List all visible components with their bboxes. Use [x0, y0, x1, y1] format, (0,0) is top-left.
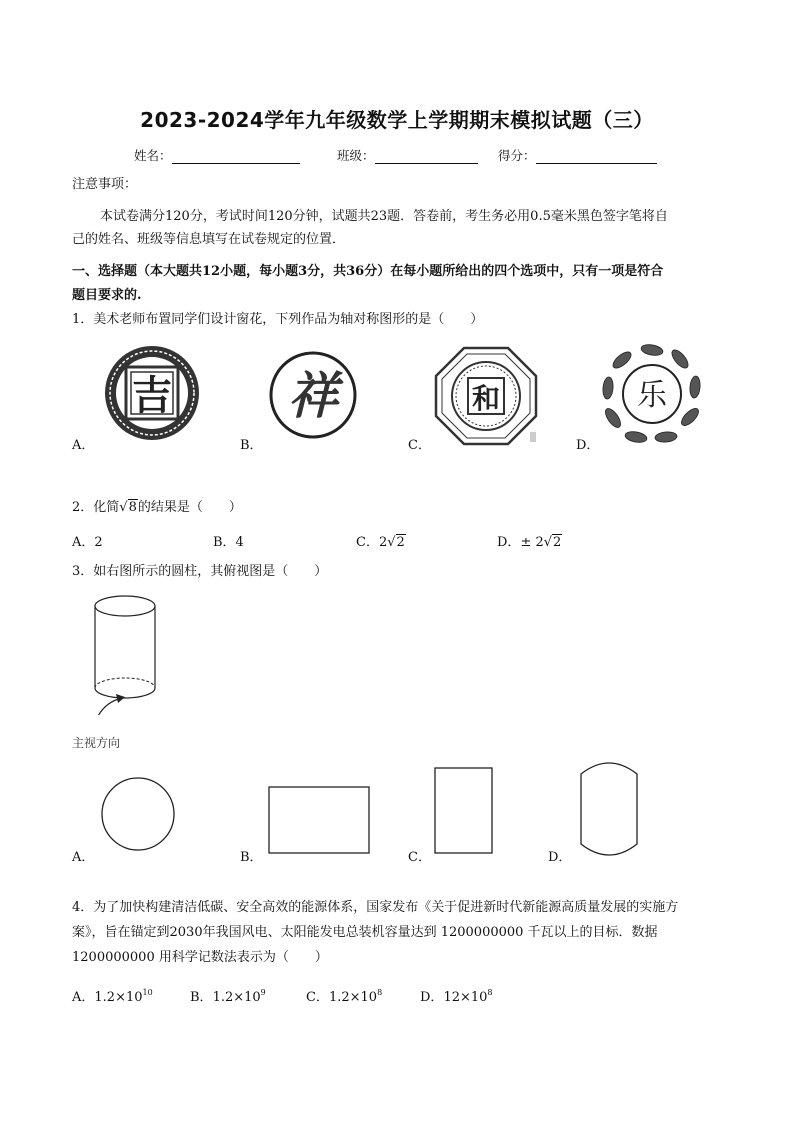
sqrt-8: √8	[119, 500, 137, 515]
q3-option-a-circle	[100, 776, 176, 852]
q2-option-c[interactable]: C．2√2	[356, 535, 405, 550]
q1-option-c-label[interactable]: C．	[408, 438, 431, 453]
question-4-line1: 4．为了加快构建清洁低碳、安全高效的能源体系，国家发布《关于促进新时代新能源高质量发展的实施方	[72, 900, 679, 915]
notice-heading: 注意事项：	[72, 177, 138, 192]
window-flower-he-figure	[434, 346, 538, 446]
q1-option-d-label[interactable]: D．	[576, 438, 600, 453]
q4-option-c[interactable]: C．$1.2\times 10^8$	[306, 988, 383, 1005]
question-1-stem: 1．美术老师布置同学们设计窗花，下列作品为轴对称图形的是（ ）	[72, 312, 484, 327]
window-flower-xiang-figure	[268, 350, 358, 440]
q3-option-d-cylinder-front	[578, 758, 640, 860]
score-label: 得分：	[498, 148, 536, 163]
he-char: 和	[471, 382, 501, 415]
class-label: 班级：	[337, 148, 375, 163]
q3-option-c-tall-rectangle	[434, 767, 494, 855]
name-label: 姓名：	[134, 148, 172, 163]
page-title: 2023-2024学年九年级数学上学期期末模拟试题（三）	[140, 108, 654, 132]
window-flower-ji-figure	[102, 343, 202, 443]
q1-option-a-label[interactable]: A．	[72, 438, 95, 453]
class-field[interactable]	[337, 146, 478, 164]
score-field[interactable]	[498, 146, 657, 164]
notice-body-line2: 己的姓名、班级等信息填写在试卷规定的位置．	[72, 232, 346, 247]
q4-option-d[interactable]: D．$12\times 10^8$	[420, 988, 493, 1005]
window-flower-le-figure	[600, 342, 704, 446]
q1-option-b-label[interactable]: B．	[240, 438, 263, 453]
section-heading-line1: 一、选择题（本大题共12小题，每小题3分，共36分）在每小题所给出的四个选项中，只有一项是符合	[72, 264, 664, 279]
q4-option-a[interactable]: A．$1.2\times 10^{10}$	[72, 988, 153, 1005]
view-direction-label: 主视方向	[72, 736, 121, 750]
ji-char: 吉	[132, 373, 172, 419]
xiang-char: 祥	[288, 367, 338, 425]
q3-option-b-label[interactable]: B．	[240, 850, 263, 865]
question-4-line2: 案》，旨在锚定到2030年我国风电、太阳能发电总装机容量达到 1200000000 千瓦以上的目标．数据	[72, 925, 658, 940]
q3-option-c-label[interactable]: C．	[408, 850, 431, 865]
q3-option-d-label[interactable]: D．	[548, 850, 572, 865]
notice-body-line1: 本试卷满分120分，考试时间120分钟，试题共23题．答卷前，考生务必用0.5毫米黑色签字笔将自	[100, 209, 668, 224]
q2-option-b[interactable]: B．4	[213, 535, 244, 550]
cylinder-figure	[70, 590, 170, 715]
name-field[interactable]	[134, 146, 300, 164]
section-heading-line2: 题目要求的.	[72, 288, 142, 303]
question-4-line3: 1200000000 用科学记数法表示为（ ）	[72, 950, 328, 965]
le-char: 乐	[637, 378, 667, 413]
question-3-stem: 3．如右图所示的圆柱，其俯视图是（ ）	[72, 564, 328, 579]
q4-option-b[interactable]: B．$1.2\times 10^9$	[190, 988, 266, 1005]
q2-option-a[interactable]: A．2	[72, 535, 103, 550]
question-2-stem: 2．化简√8的结果是（ ）	[72, 495, 242, 521]
q3-option-a-label[interactable]: A．	[72, 850, 95, 865]
q2-option-d[interactable]: D．± 2√2	[497, 535, 562, 550]
q3-option-b-rectangle	[268, 786, 370, 854]
